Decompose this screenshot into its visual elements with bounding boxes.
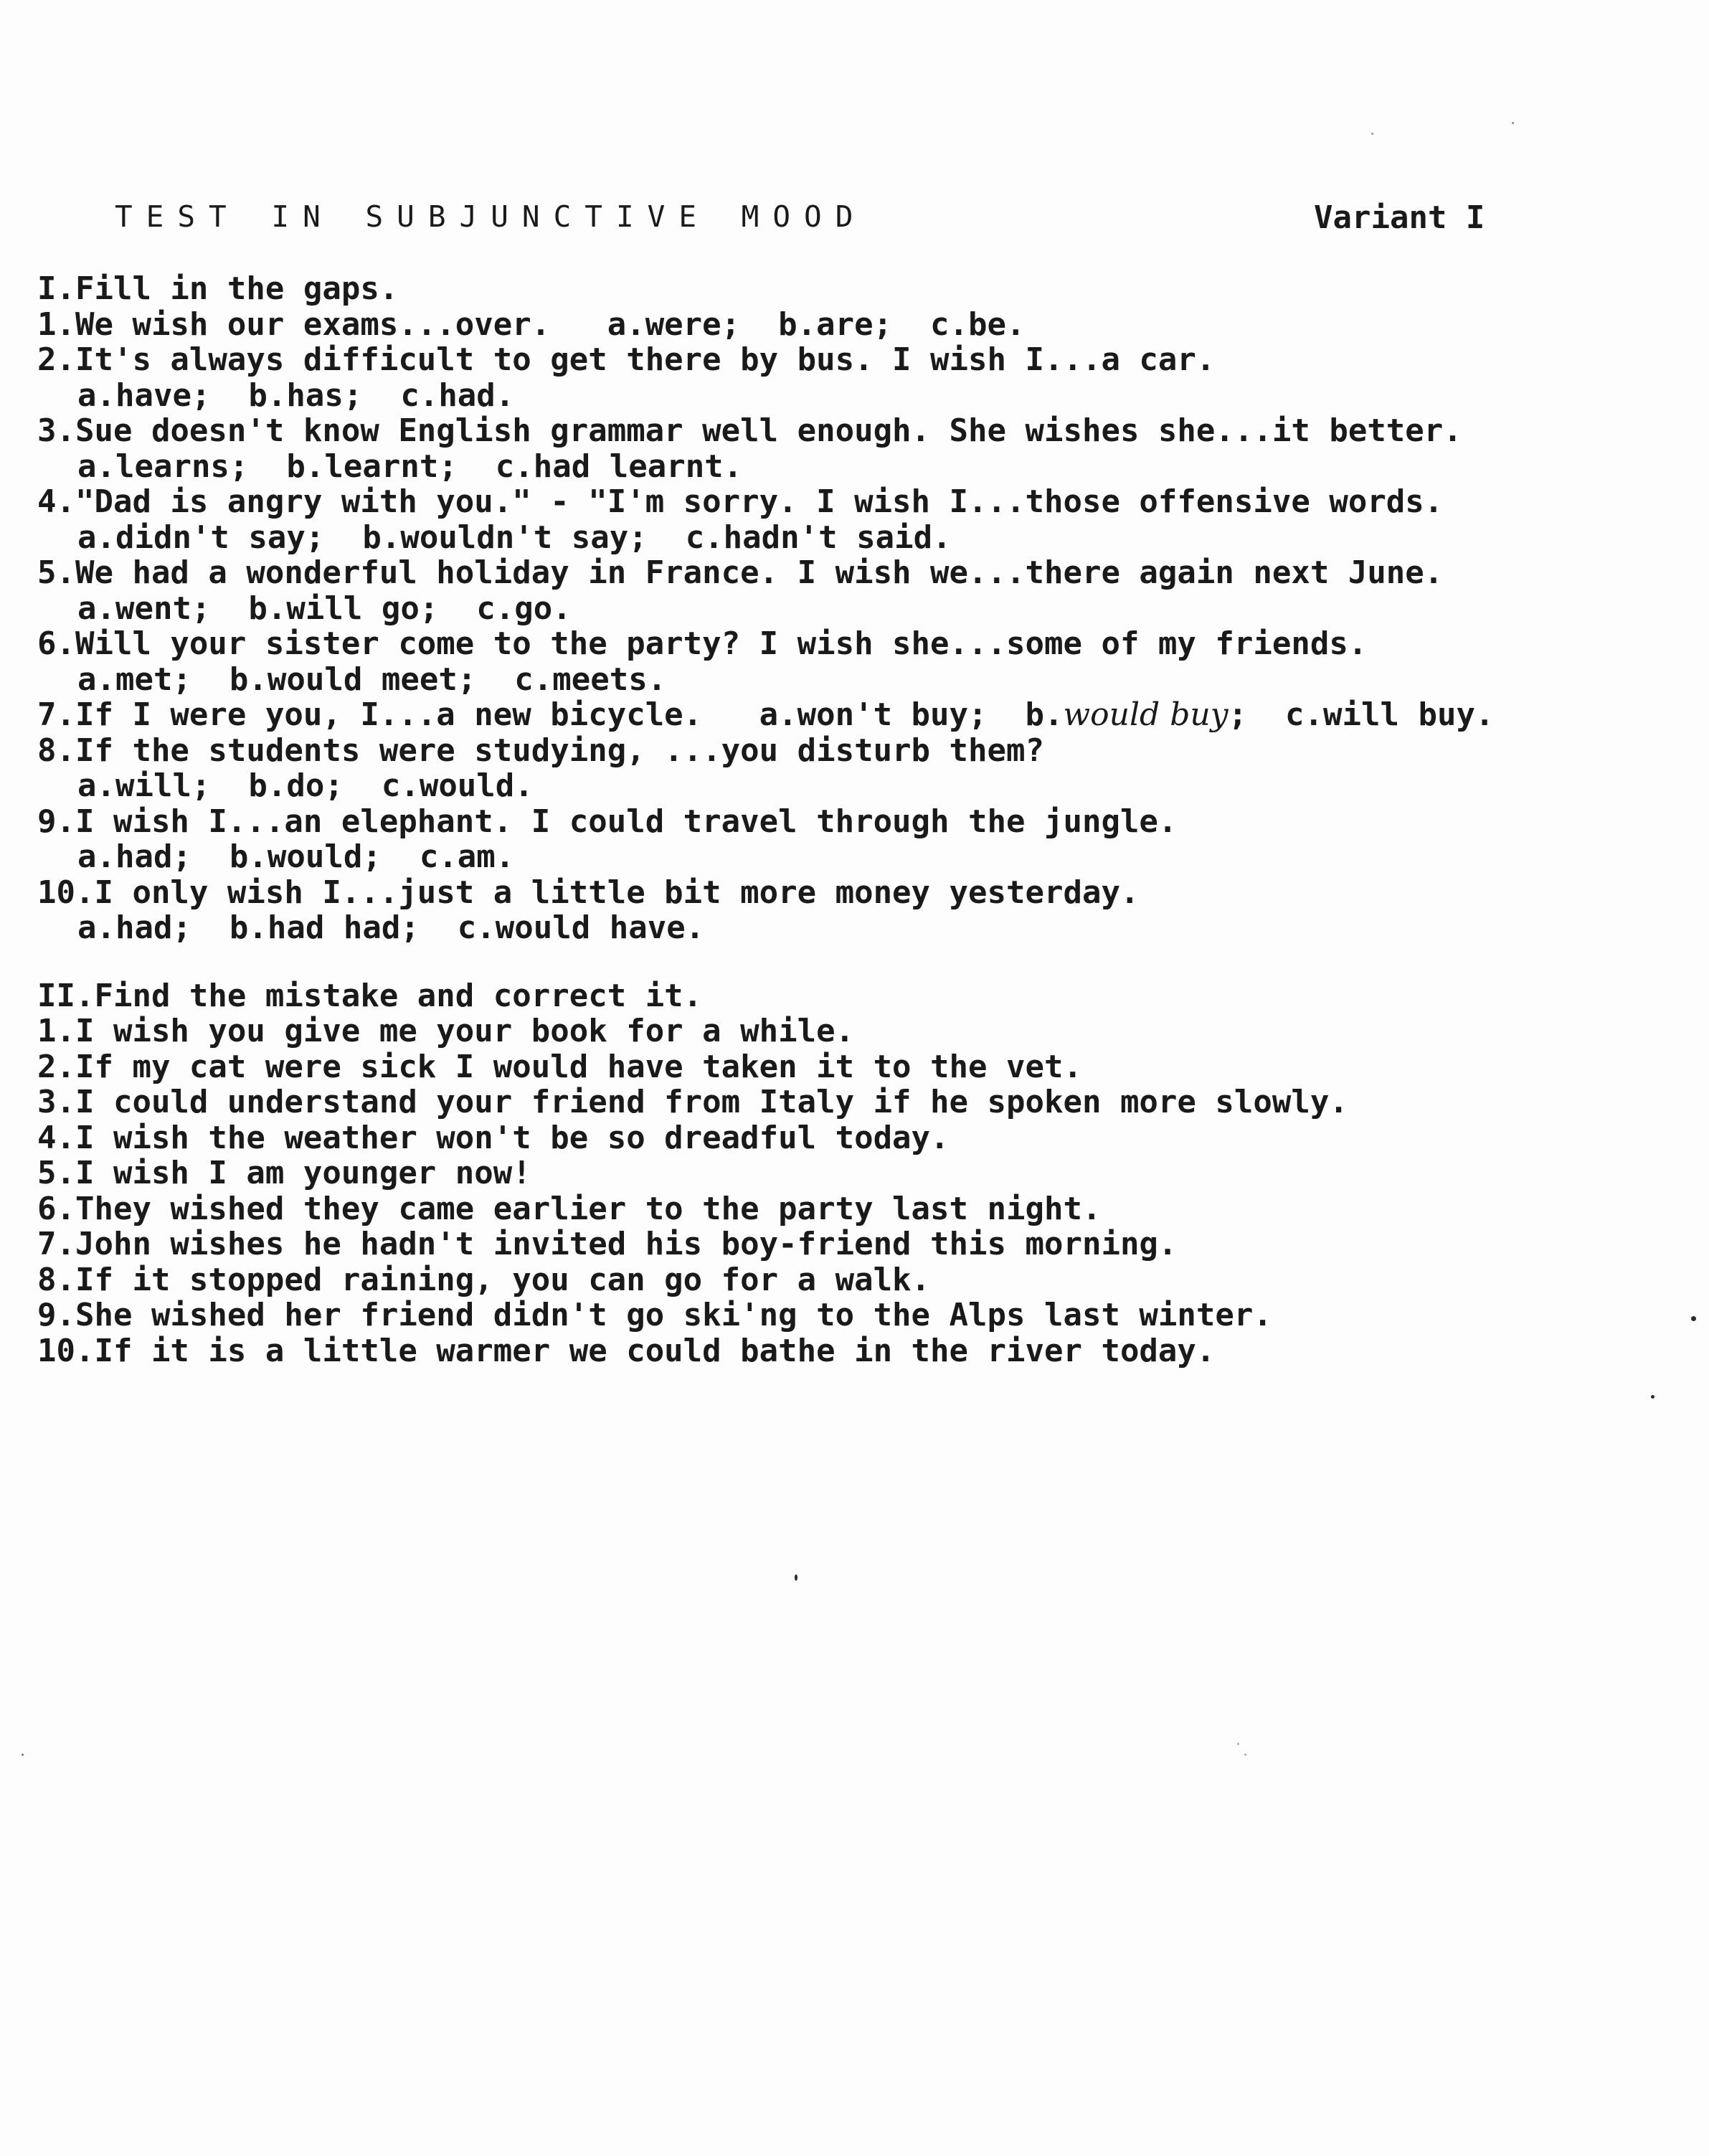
correction-item-8: 8.If it stopped raining, you can go for a walk. <box>37 1261 931 1298</box>
fill-gap-question-6: 6.Will your sister come to the party? I wish she...some of my friends. <box>37 625 1368 662</box>
fill-gap-question-7 <box>37 697 1680 733</box>
fill-gap-options-8: a.will; b.do; c.would. <box>77 767 534 804</box>
fill-gap-question-2: 2.It's always difficult to get there by bus. I wish I...a car. <box>37 341 1216 378</box>
test-title: TEST IN SUBJUNCTIVE MOOD <box>115 199 867 234</box>
scan-speck <box>1244 1754 1246 1756</box>
header <box>115 199 1592 242</box>
section-2-heading: II.Find the mistake and correct it. <box>37 977 703 1014</box>
correction-item-2: 2.If my cat were sick I would have taken it to the vet. <box>37 1048 1082 1085</box>
variant-label: Variant I <box>1314 199 1485 236</box>
scan-speck <box>1371 133 1373 135</box>
scan-speck <box>1691 1316 1696 1321</box>
fill-gap-options-10: a.had; b.had had; c.would have. <box>77 909 705 946</box>
fill-gap-question-10: 10.I only wish I...just a little bit more money yesterday. <box>37 874 1140 911</box>
fill-gap-options-3: a.learns; b.learnt; c.had learnt. <box>77 448 743 485</box>
fill-gap-options-4: a.didn't say; b.wouldn't say; c.hadn't said. <box>77 519 952 556</box>
correction-item-4: 4.I wish the weather won't be so dreadful today. <box>37 1119 950 1156</box>
handwritten-answer: would buy <box>1063 696 1229 733</box>
correction-item-5: 5.I wish I am younger now! <box>37 1155 531 1191</box>
fill-gap-question-1: 1.We wish our exams...over. a.were; b.are; c.be. <box>37 306 1026 343</box>
scan-speck <box>1651 1395 1654 1399</box>
scan-speck <box>22 1754 24 1756</box>
correction-item-1: 1.I wish you give me your book for a while. <box>37 1013 855 1049</box>
fill-gap-options-2: a.have; b.has; c.had. <box>77 377 515 414</box>
fill-gap-question-3: 3.Sue doesn't know English grammar well enough. She wishes she...it better. <box>37 412 1462 449</box>
section-spacer <box>37 946 1680 978</box>
fill-gap-question-5: 5.We had a wonderful holiday in France. I wish we...there again next June. <box>37 554 1444 591</box>
fill-gap-options-9: a.had; b.would; c.am. <box>77 838 515 875</box>
correction-item-3: 3.I could understand your friend from Italy if he spoken more slowly. <box>37 1084 1348 1120</box>
correction-item-6: 6.They wished they came earlier to the party last night. <box>37 1190 1102 1227</box>
fill-gap-question-4: 4."Dad is angry with you." - "I'm sorry. I wish I...those offensive words. <box>37 483 1444 520</box>
fill-gap-question-7-end: ; c.will buy. <box>1228 696 1495 733</box>
fill-gap-options-5: a.went; b.will go; c.go. <box>77 590 572 627</box>
fill-gap-question-8: 8.If the students were studying, ...you disturb them? <box>37 732 1044 769</box>
correction-item-10: 10.If it is a little warmer we could bathe in the river today. <box>37 1332 1216 1369</box>
correction-item-7: 7.John wishes he hadn't invited his boy-friend this morning. <box>37 1226 1178 1262</box>
section-1-heading: I.Fill in the gaps. <box>37 270 399 307</box>
scan-speck <box>1237 1743 1239 1745</box>
scan-speck <box>795 1574 797 1581</box>
fill-gap-question-7-start: 7.If I were you, I...a new bicycle. a.won't buy; b. <box>37 696 1064 733</box>
fill-gap-question-9: 9.I wish I...an elephant. I could travel through the jungle. <box>37 803 1178 840</box>
fill-gap-options-6: a.met; b.would meet; c.meets. <box>77 661 667 698</box>
test-body <box>37 271 1680 1368</box>
correction-item-9: 9.She wished her friend didn't go ski'ng to the Alps last winter. <box>37 1297 1272 1333</box>
scan-speck <box>1512 122 1514 124</box>
